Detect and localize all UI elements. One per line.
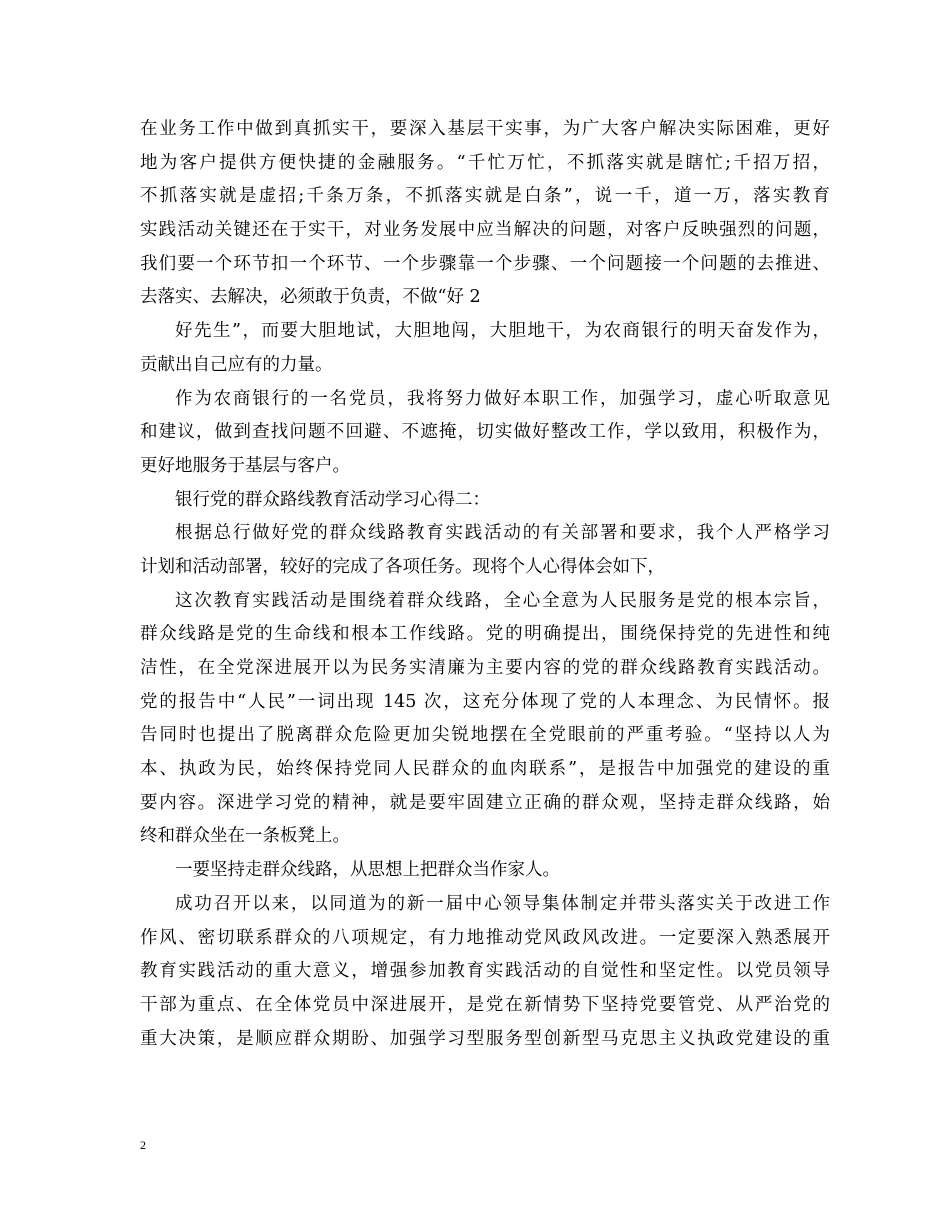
text-line: 和建议，做到查找问题不回避、不遮掩，切实做好整改工作，学以致用，积极作为， xyxy=(140,422,830,443)
text-line: 根据总行做好党的群众线路教育实践活动的有关部署和要求，我个人严格学习 xyxy=(175,523,830,544)
text-line: 计划和活动部署，较好的完成了各项任务。现将个人心得体会如下， xyxy=(140,556,665,577)
text-line: 党的报告中“人民”一词出现 145 次，这充分体现了党的人本理念、为民情怀。报 xyxy=(140,691,830,712)
text-line: 不抓落实就是虚招;千条万条，不抓落实就是白条”，说一千，道一万，落实教育 xyxy=(140,186,830,207)
text-line: 终和群众坐在一条板凳上。 xyxy=(140,826,350,847)
text-line: 群众线路是党的生命线和根本工作线路。党的明确提出，围绕保持党的先进性和纯 xyxy=(140,624,830,645)
text-line: 实践活动关键还在于实干，对业务发展中应当解决的问题，对客户反映强烈的问题， xyxy=(140,220,830,241)
text-line: 好先生”，而要大胆地试，大胆地闯，大胆地干，为农商银行的明天奋发作为， xyxy=(175,321,830,342)
text-line: 这次教育实践活动是围绕着群众线路，全心全意为人民服务是党的根本宗旨， xyxy=(175,590,830,611)
text-line: 干部为重点、在全体党员中深进展开，是党在新情势下坚持党要管党、从严治党的 xyxy=(140,994,830,1015)
text-line: 要内容。深进学习党的精神，就是要牢固建立正确的群众观，坚持走群众线路，始 xyxy=(140,792,830,813)
text-line: 在业务工作中做到真抓实干，要深入基层干实事，为广大客户解决实际困难，更好 xyxy=(140,119,830,139)
text-line: 告同时也提出了脱离群众危险更加尖锐地摆在全党眼前的严重考验。“坚持以人为 xyxy=(140,725,830,746)
text-line: 教育实践活动的重大意义，增强参加教育实践活动的自觉性和坚定性。以党员领导 xyxy=(140,961,830,982)
text-line: 作风、密切联系群众的八项规定，有力地推动党风政风改进。一定要深入熟悉展开 xyxy=(140,927,830,948)
text-line: 重大决策，是顺应群众期盼、加强学习型服务型创新型马克思主义执政党建设的重 xyxy=(140,1028,830,1049)
text-line: 本、执政为民，始终保持党同人民群众的血肉联系”，是报告中加强党的建设的重 xyxy=(140,759,830,780)
page-number: 2 xyxy=(140,1138,146,1152)
text-line: 我们要一个环节扣一个环节、一个步骤靠一个步骤、一个问题接一个问题的去推进、 xyxy=(140,253,830,274)
text-line: 贡献出自己应有的力量。 xyxy=(140,354,333,375)
text-line: 银行党的群众路线教育活动学习心得二： xyxy=(175,489,490,510)
text-line: 更好地服务于基层与客户。 xyxy=(140,455,350,476)
text-line: 作为农商银行的一名党员，我将努力做好本职工作，加强学习，虚心听取意见 xyxy=(175,388,830,409)
document-body xyxy=(140,113,830,1056)
text-line: 一要坚持走群众线路，从思想上把群众当作家人。 xyxy=(175,860,560,881)
text-line: 成功召开以来，以同道为的新一届中心领导集体制定并带头落实关于改进工作 xyxy=(175,893,830,914)
text-line: 地为客户提供方便快捷的金融服务。“千忙万忙，不抓落实就是瞎忙;千招万招， xyxy=(140,152,830,173)
text-line: 去落实、去解决，必须敢于负责，不做“好 2 xyxy=(140,287,481,308)
text-line: 洁性，在全党深进展开以为民务实清廉为主要内容的党的群众线路教育实践活动。 xyxy=(140,658,830,678)
